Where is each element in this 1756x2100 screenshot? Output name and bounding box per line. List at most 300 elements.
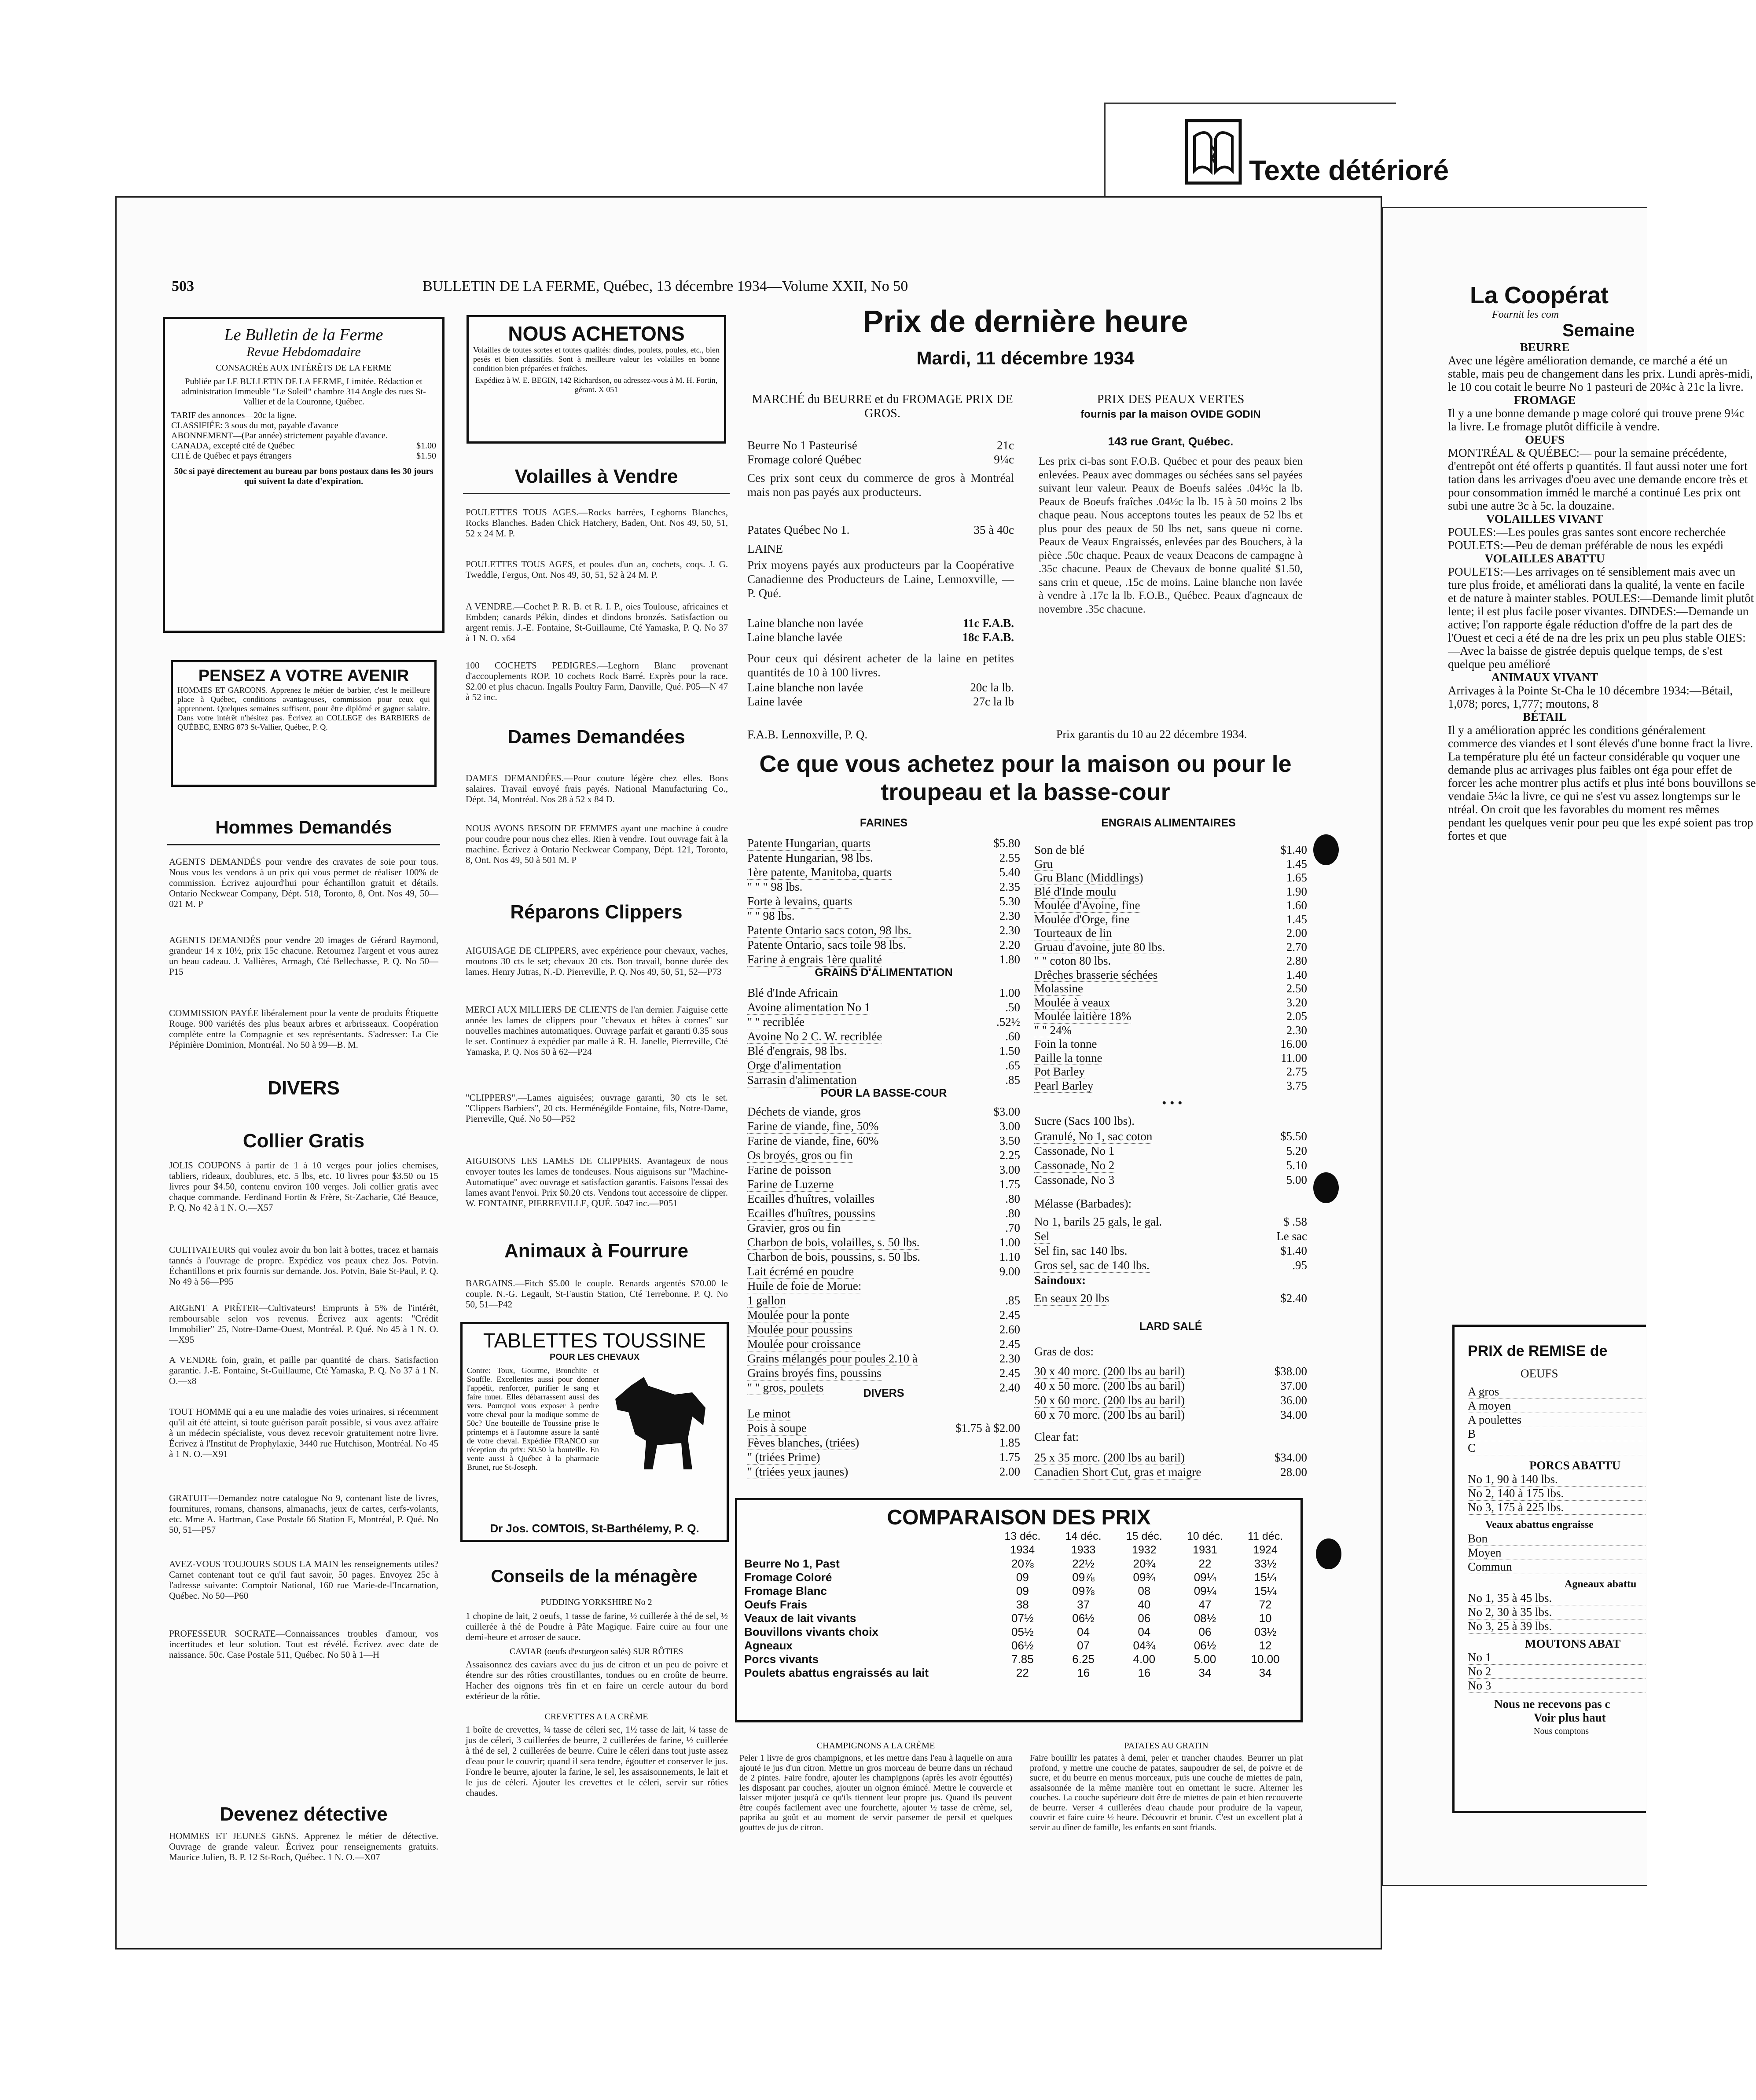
comparison-value: 16 [1077, 1666, 1090, 1679]
price-row [747, 1105, 1020, 1119]
divers-ad-4: A VENDRE foin, grain, et paille par quantité de chars. Satisfaction garantie. J.-E. Fontaine, St-Guillaume, Cté Yamaska, P. Q. No 37 à 1 N. O.—x8 [169, 1355, 438, 1386]
col-date: 14 déc. [1065, 1530, 1102, 1542]
price-label: Forte à levains, quarts [747, 895, 852, 908]
price-label: Sel [1034, 1230, 1050, 1243]
price-label: Canadien Short Cut, gras et maigre [1034, 1465, 1201, 1479]
price-row [747, 851, 1020, 865]
comparison-value: 08½ [1194, 1612, 1216, 1625]
price-label: " " gros, poulets [747, 1381, 824, 1394]
price-label: " " " 98 lbs. [747, 880, 803, 893]
grains-head: GRAINS D'ALIMENTATION [815, 966, 953, 979]
divers-ad-7: AVEZ-VOUS TOUJOURS SOUS LA MAIN les renseignements utiles? Carnet contenant tout ce qu'il faut savoir, 50 pages. Envoyez 25c à l'adresse suivante: Comptoir National, 160 rue Marie-de-l'Incarnation, Québec. No 50—P60 [169, 1559, 438, 1601]
hommes-ad-3: COMMISSION PAYÉE libéralement pour la vente de produits Étiquette Rouge. 900 variétés des plus beaux arbres et arbrisseaux. Coopération complète entre la Compagnie et ses représentants. S'adresser: La Cie Pépinière Dominion, Montréal. No 50 à 99—B. M. [169, 1008, 438, 1050]
comparison-value: 04 [1138, 1625, 1151, 1638]
price-row [1034, 1037, 1307, 1051]
comparison-value: 12 [1259, 1639, 1272, 1652]
comparison-value: 07 [1077, 1639, 1090, 1652]
hommes-title: Hommes Demandés [215, 817, 392, 837]
price-label: Patente Ontario sacs coton, 98 lbs. [747, 924, 911, 937]
fourrure-title: Animaux à Fourrure [504, 1240, 689, 1262]
comparison-value: 34 [1198, 1666, 1212, 1679]
achetons-box-title: NOUS ACHETONS [508, 322, 685, 345]
price-value: Le sac [1276, 1230, 1307, 1243]
price-row [1034, 1024, 1307, 1038]
remise-footer-3: Nous comptons [1534, 1726, 1589, 1736]
price-label: Gruau d'avoine, jute 80 lbs. [1034, 940, 1165, 954]
comparison-label: Veaux de lait vivants [744, 1612, 856, 1625]
price-value: 2.60 [999, 1323, 1020, 1336]
remise-item: C [1468, 1441, 1646, 1455]
canada-label: CANADA, excepté cité de Québec [171, 441, 295, 451]
price-row [1034, 982, 1307, 996]
price-row [747, 1148, 1020, 1163]
masthead-box [163, 317, 445, 633]
price-value: 2.30 [1286, 1023, 1307, 1037]
detective-title: Devenez détective [220, 1803, 388, 1825]
price-value: 35 à 40c [974, 523, 1014, 536]
price-value: 1.45 [1286, 857, 1307, 870]
price-label: 50 x 60 morc. (200 lbs au baril) [1034, 1394, 1185, 1407]
price-value: $1.75 à $2.00 [955, 1421, 1020, 1435]
fourrure-ad: BARGAINS.—Fitch $5.00 le couple. Renards argentés $70.00 le couple. N.-G. Legault, St-Faustin Station, Cté Terrebonne, P. Q. No 50, 51—P42 [466, 1278, 728, 1310]
comparison-year-row [742, 1543, 1295, 1557]
price-value: 3.20 [1286, 995, 1307, 1009]
achetons-box [467, 315, 726, 444]
remise-item: Bon [1468, 1532, 1646, 1546]
remise-title: PRIX de REMISE de [1468, 1343, 1608, 1359]
comparison-row [742, 1625, 1295, 1639]
comparison-value: 20¾ [1133, 1557, 1156, 1570]
price-label: Blé d'Inde moulu [1034, 885, 1117, 898]
comparison-value: 7.85 [1011, 1652, 1034, 1666]
prices-date: Mardi, 11 décembre 1934 [916, 348, 1135, 368]
price-label: Charbon de bois, volailles, s. 50 lbs. [747, 1236, 920, 1249]
price-row [747, 1293, 1020, 1308]
comparison-value: 38 [1016, 1598, 1029, 1611]
comparison-value: 04 [1077, 1625, 1090, 1638]
menagere-title: Conseils de la ménagère [491, 1567, 698, 1586]
price-row [747, 1308, 1020, 1322]
remise-item: No 2 [1468, 1665, 1646, 1679]
comparison-row [742, 1652, 1295, 1666]
remise-item: No 1, 90 à 140 lbs. [1468, 1472, 1646, 1487]
right-semaine: Semaine [1562, 321, 1635, 340]
farines-list [747, 836, 1020, 967]
remise-oeufs-list [1468, 1385, 1646, 1455]
gras-head: Gras de dos: [1034, 1345, 1094, 1358]
price-value: 2.35 [999, 880, 1020, 893]
price-value: 2.50 [1286, 982, 1307, 995]
recipe-bottom-1-title: CHAMPIGNONS A LA CRÈME [816, 1741, 935, 1751]
price-label: Moulée d'Avoine, fine [1034, 899, 1140, 912]
price-value: .65 [1005, 1059, 1020, 1072]
butter-note: Ces prix sont ceux du commerce de gros à Montréal mais non pas payés aux producteurs. [747, 471, 1014, 499]
comparison-value: 6.25 [1072, 1652, 1095, 1666]
right-head: FROMAGE [1514, 393, 1576, 407]
right-subtitle: Fournit les com [1492, 309, 1559, 320]
price-label: Patente Hungarian, 98 lbs. [747, 851, 873, 864]
comparison-value: 22 [1016, 1666, 1029, 1679]
agneaux-list [1468, 1591, 1646, 1634]
recipe-3-title: CREVETTES A LA CRÈME [544, 1712, 648, 1722]
comparison-value: 72 [1259, 1598, 1272, 1611]
page-number: 503 [172, 278, 194, 294]
price-row [1034, 1244, 1307, 1258]
price-value: $ .58 [1283, 1215, 1307, 1228]
price-label: Gros sel, sac de 140 lbs. [1034, 1259, 1150, 1272]
tablettes-box-text: Contre: Toux, Gourme, Bronchite et Souffle. Excellentes aussi pour donner l'appétit, renforcer, purifier le sang et faire muer. Elles débarrassent aussi des vers. Pourquoi vous exposer à perdre votre cheval pour la modique somme de 50c? Une bouteille de Toussine prise le printemps et à l'automne assure la santé de votre cheval. Expédiée FRANCO sur réception du prix: $0.50 la bouteille. En vente aussi à Québec à la pharmacie Brunet, rue St-Joseph. [467, 1366, 599, 1472]
laine-head: LAINE [747, 542, 783, 555]
price-label: Grains mélangés pour poules 2.10 à [747, 1352, 918, 1365]
masthead-box-tarif: TARIF des annonces—20c la ligne. [171, 411, 297, 420]
price-value: 2.45 [999, 1337, 1020, 1351]
gras-list [1034, 1364, 1307, 1422]
price-row [747, 1206, 1020, 1221]
comparison-value: 5.00 [1194, 1652, 1216, 1666]
price-row [747, 1163, 1020, 1177]
comparison-value: 06½ [1011, 1639, 1034, 1652]
peaux-addr: 143 rue Grant, Québec. [1108, 435, 1234, 448]
price-value: $38.00 [1274, 1365, 1307, 1378]
comparison-label: Fromage Blanc [744, 1584, 827, 1597]
price-row [1034, 871, 1307, 885]
laine-list-2 [747, 680, 1014, 709]
achetons-box-text: Volailles de toutes sortes et toutes qualités: dindes, poulets, poules, etc., bien pesés et bien classifiés. Sont à meilleure valeur les volailles en bonne condition bien préparées et fraîches. [473, 345, 720, 373]
prices-title: Prix de dernière heure [863, 304, 1188, 338]
lard-head: LARD SALÉ [1139, 1320, 1202, 1333]
tablettes-box-signature: Dr Jos. COMTOIS, St-Barthélemy, P. Q. [490, 1522, 699, 1535]
price-row [1034, 1465, 1307, 1480]
price-row [1034, 1291, 1307, 1306]
recipe-bottom-1-text: Peler 1 livre de gros champignons, et les mettre dans l'eau à laquelle on aura ajouté le jus d'un citron. Mettre un gros morceau de beurre dans un réchaud de 2 pintes. Faire fondre, ajouter les champignons (après les avoir égouttés) les disposant par couches, ajouter un oignon émincé. Mettre le couvercle et laisser mijoter jusqu'à ce qu'ils tiennent leur propre jus. Quand ils peuvent être coupés facilement avec une fourchette, ajouter ½ tasse de crème, sel, paprika au goût et au moment de servir parsemer de persil et quelques gouttes de jus de citron. [739, 1753, 1012, 1832]
price-row [747, 986, 1020, 1000]
price-label: " (triées yeux jaunes) [747, 1465, 849, 1478]
deteriorated-text-icon [1185, 119, 1242, 185]
price-value: $1.40 [1280, 1244, 1307, 1257]
price-label: Cassonade, No 3 [1034, 1173, 1115, 1186]
grains-list [747, 986, 1020, 1087]
price-value: 2.70 [1286, 940, 1307, 954]
price-row [1034, 1364, 1307, 1379]
avenir-box-title: PENSEZ A VOTRE AVENIR [198, 667, 409, 685]
price-label: Tourteaux de lin [1034, 926, 1112, 940]
price-value: 5.30 [999, 895, 1020, 908]
col-year: 1932 [1131, 1544, 1157, 1556]
price-value: 1.65 [1286, 871, 1307, 884]
price-value: 2.00 [999, 1465, 1020, 1478]
price-label: Beurre No 1 Pasteurisé [747, 439, 857, 452]
price-label: 40 x 50 morc. (200 lbs au baril) [1034, 1379, 1185, 1392]
remise-item: No 2, 30 à 35 lbs. [1468, 1605, 1646, 1619]
right-text: MONTRÉAL & QUÉBEC:— pour la semaine précédente, d'entrepôt ont été offerts p quantités. Il faut aussi noter une fort tation dans les arrivages d'oeu avec une demande encore très et pour consommation imméd le marché a continué Les prix ont subi une autre 3c à 5c. la douzaine. [1448, 446, 1748, 512]
right-head: VOLAILLES ABATTU [1484, 552, 1605, 565]
tablettes-box-subtitle: POUR LES CHEVAUX [549, 1352, 640, 1362]
collier-title: Collier Gratis [242, 1130, 365, 1152]
price-value: .80 [1005, 1192, 1020, 1205]
volailles-ad-3: A VENDRE.—Cochet P. R. B. et R. I. P., oies Toulouse, africaines et Embden; canards Pékin, dindes et dindons bronzés. Satisfaction ou argent remis. J.-E. Fontaine, St-Guillaume, Cté Yamaska, P. Q. No 37 à 1 N. O. x64 [466, 601, 728, 643]
fab-note: F.A.B. Lennoxville, P. Q. [747, 728, 868, 741]
price-value: $1.40 [1280, 843, 1307, 856]
right-title: La Coopérat [1470, 282, 1609, 308]
price-label: " " recriblée [747, 1015, 805, 1028]
right-text: Arrivages à la Pointe St-Cha le 10 décembre 1934:—Bétail, 1,078; porcs, 1,777; moutons, 8 [1448, 684, 1733, 710]
price-value: 2.40 [999, 1381, 1020, 1394]
laine-note: Prix moyens payés aux producteurs par la Coopérative Canadienne des Producteurs de Laine, Lennoxville, —P. Qué. [747, 558, 1014, 600]
veaux-list [1468, 1532, 1646, 1574]
price-value [1016, 1406, 1020, 1421]
price-label: " " coton 80 lbs. [1034, 954, 1111, 967]
recipe-2-title: CAVIAR (oeufs d'esturgeon salés) SUR RÔTIES [509, 1647, 683, 1656]
price-row [747, 1406, 1020, 1421]
volailles-title: Volailles à Vendre [514, 466, 678, 487]
comparison-value: 20⅞ [1011, 1557, 1034, 1570]
comparison-value: 06 [1138, 1612, 1151, 1625]
price-label: 30 x 40 morc. (200 lbs au baril) [1034, 1365, 1185, 1378]
porcs-list [1468, 1472, 1646, 1515]
right-head: BÉTAIL [1522, 710, 1567, 723]
clippers-ad-2: MERCI AUX MILLIERS DE CLIENTS de l'an dernier. J'aiguise cette année les lames de clippers pour "chevaux et bêtes à cornes" sur nouvelles machines automatiques. Ouvrage parfait et garanti 0.35 sous le set. Continuez à expédier par malle à R. H. Janelle, Pierreville, Cté Yamaska, P. Q. Nos 50 à 62—P24 [466, 1004, 728, 1057]
canada-price: $1.00 [416, 441, 436, 451]
price-label: Le minot [747, 1407, 791, 1420]
price-value: 1.45 [1286, 912, 1307, 926]
remise-footer-1: Nous ne recevons pas c [1494, 1697, 1610, 1711]
masthead-box-title: Le Bulletin de la Ferme [224, 326, 383, 344]
price-row [747, 616, 1014, 630]
comparison-value: 06½ [1194, 1639, 1216, 1652]
comparison-value: 4.00 [1133, 1652, 1156, 1666]
price-label: Moulée pour poussins [747, 1323, 852, 1336]
right-text: Avec une légère amélioration demande, ce marché a été un stable, mais peu de changement dans les prix. Lundi après-midi, le 10 cou cotait le beurre No 1 pasteuri de 20¾c à 21c la livre. [1448, 354, 1753, 393]
right-text: POULES:—Les poules gras santes sont encore recherchée POULETS:—Peu de deman préférable de nous les expédi [1448, 525, 1726, 552]
price-label: 25 x 35 morc. (200 lbs au baril) [1034, 1451, 1185, 1464]
price-value: 9¼c [994, 453, 1014, 466]
price-row [747, 1029, 1020, 1044]
price-row [747, 836, 1020, 851]
price-label: 60 x 70 morc. (200 lbs au baril) [1034, 1408, 1185, 1421]
laine-list [747, 616, 1014, 644]
price-value: 5.10 [1286, 1159, 1307, 1172]
remise-oeufs-head: OEUFS [1521, 1367, 1558, 1380]
price-value: .85 [1005, 1294, 1020, 1307]
price-value: 1.90 [1286, 885, 1307, 898]
price-row [747, 452, 1014, 466]
price-value: 5.20 [1286, 1144, 1307, 1157]
price-label: Fromage coloré Québec [747, 453, 862, 466]
comparison-row [742, 1666, 1295, 1680]
comparison-value: 09¼ [1194, 1571, 1216, 1584]
price-label: Os broyés, gros ou fin [747, 1149, 853, 1162]
price-label: " (triées Prime) [747, 1450, 820, 1464]
comparison-value: 40 [1138, 1598, 1151, 1611]
right-head: ANIMAUX VIVANT [1491, 671, 1598, 684]
price-label: Patente Ontario, sacs toile 98 lbs. [747, 938, 906, 951]
col-date: 10 déc. [1187, 1530, 1223, 1542]
price-row [1034, 940, 1307, 955]
masthead-box-footer: 50c si payé directement au bureau par bons postaux dans les 30 jours qui suivent la date d'expiration. [174, 466, 433, 486]
comparison-label: Agneaux [744, 1639, 793, 1652]
comparison-label: Beurre No 1, Past [744, 1557, 840, 1570]
price-value: 2.55 [999, 851, 1020, 864]
tablettes-box [460, 1322, 729, 1542]
comparison-title: COMPARAISON DES PRIX [887, 1506, 1151, 1529]
price-label: Farine de poisson [747, 1163, 831, 1176]
comparison-row [742, 1639, 1295, 1652]
right-text: Il y a amélioration appréc les conditions généralement commerce des viandes et l sont élevés d'une bonne fract la livre. La température plu été un facteur considérable qu voquer une demande plus ac arrivages plus faibles ont éga pour effet de forcer les ache montrer plus actifs et plus inté bons bouvillons se vendaie 5¼c la livre, ce qui ne s'est vu assez longtemps sur le ntréal. On croit que les favorables du moment res mêmes pendant les quelques venir pour peu que les expé soient pas trop fortes et que [1448, 723, 1756, 842]
remise-item: No 1 [1468, 1651, 1646, 1665]
comparison-value: 06½ [1072, 1612, 1095, 1625]
comparison-row [742, 1612, 1295, 1625]
price-row [747, 1073, 1020, 1087]
comparison-box [735, 1498, 1303, 1722]
price-label: Drêches brasserie séchées [1034, 968, 1158, 981]
price-value: 1.80 [999, 953, 1020, 966]
moutons-head: MOUTONS ABAT [1525, 1637, 1621, 1650]
clear-list [1034, 1450, 1307, 1480]
recipe-bottom-2-title: PATATES AU GRATIN [1124, 1741, 1209, 1751]
binder-hole [1316, 1538, 1341, 1569]
price-value: 21c [997, 439, 1014, 452]
col-year: 1933 [1071, 1544, 1096, 1556]
price-row [1034, 1379, 1307, 1393]
price-value: 18c F.A.B. [962, 631, 1014, 644]
price-label: Blé d'engrais, 98 lbs. [747, 1044, 847, 1057]
binder-hole [1313, 834, 1339, 865]
right-head: OEUFS [1525, 433, 1565, 446]
comparison-value: 22 [1198, 1557, 1212, 1570]
price-row [747, 1264, 1020, 1279]
price-label: Paille la tonne [1034, 1051, 1102, 1065]
price-row [747, 523, 1014, 537]
farines-head: FARINES [860, 817, 908, 829]
price-label: Moulée pour croissance [747, 1337, 861, 1351]
binder-hole [1313, 1172, 1339, 1203]
price-value: 1.75 [999, 1450, 1020, 1464]
volailles-ad-1: POULETTES TOUS AGES.—Rocks barrées, Leghorns Blanches, Rocks Blanches. Baden Chick Hatchery, Baden, Ont. Nos 49, 50, 51, 52 x 24 M. P. [466, 507, 728, 539]
price-value: 2.45 [999, 1366, 1020, 1380]
price-value: 9.00 [999, 1265, 1020, 1278]
comparison-label: Bouvillons vivants choix [744, 1625, 878, 1638]
price-value: .50 [1005, 1001, 1020, 1014]
masthead-box-subtitle: Revue Hebdomadaire [246, 345, 361, 359]
comparison-value: 15¼ [1254, 1571, 1277, 1584]
comparison-row [742, 1584, 1295, 1598]
masthead-box-text: Publiée par LE BULLETIN DE LA FERME, Limitée. Rédaction et administration Immeuble "Le Soleil" chambre 314 Angle des rues St-Vallier et de la Couronne, Québec. [181, 377, 426, 407]
price-row [747, 1044, 1020, 1058]
price-row [747, 1337, 1020, 1351]
recipe-1-title: PUDDING YORKSHIRE No 2 [540, 1597, 652, 1607]
remise-box [1452, 1325, 1646, 1813]
hommes-ad-1: AGENTS DEMANDÉS pour vendre des cravates de soie pour tous. Nous vous les vendons à un prix qui vous permet de réaliser 100% de commission. Écrivez aujourd'hui pour échantillon gratuit et détails. Ontario Neckwear Company, Dépt. 518, Toronto, 8, Ont. Nos 49, 50—021 M. P [169, 856, 438, 909]
dames-ad-1: DAMES DEMANDÉES.—Pour couture légère chez elles. Bons salaires. Travail envoyé frais payés. National Manufacturing Co., Dépt. 34, Montréal. Nos 28 à 52 x 84 D. [466, 773, 728, 804]
divers-ad-2: CULTIVATEURS qui voulez avoir du bon lait à bottes, tracez et harnais tannés à l'ouvrage de propre. Expédiez vos peaux chez Jos. Potvin. Échantillons et prix fournis sur demande. Jos. Potvin, Baie St-Paul, P. Q. No 49 à 56—P95 [169, 1245, 438, 1287]
rule [167, 844, 440, 845]
divers-head: DIVERS [863, 1387, 904, 1399]
price-row [1034, 899, 1307, 913]
price-label: Déchets de viande, gros [747, 1105, 861, 1118]
price-label: Pot Barley [1034, 1065, 1085, 1078]
price-value: 1.40 [1286, 968, 1307, 981]
col-date: 11 déc. [1247, 1530, 1283, 1542]
melasse-head: Mélasse (Barbades): [1034, 1197, 1132, 1210]
remise-item: No 3, 25 à 39 lbs. [1468, 1619, 1646, 1634]
basse-head: POUR LA BASSE-COUR [820, 1087, 947, 1099]
price-label: Ecailles d'huîtres, poussins [747, 1207, 875, 1220]
price-row [747, 1134, 1020, 1148]
volailles-ad-2: POULETTES TOUS AGES, et poules d'un an, cochets, coqs. J. G. Tweddle, Fergus, Ont. Nos 49, 50, 51, 52 à 24 M. P. [466, 559, 728, 580]
recipe-3-text: 1 boîte de crevettes, ¾ tasse de céleri sec, 1½ tasse de lait, ¼ tasse de jus de céleri, 3 cuillerées de beurre, 2 cuillerées de farine, ½ cuillerée à thé de sel, 2 cuillerées de beurre. Cuire le céleri dans tout juste assez d'eau pour le couvrir; quand il sera tendre, égoutter et conserver le jus. Fondre le beurre, ajouter la farine, le sel, les assaisonnements, le lait et le jus de céleri. Ajouter les crevettes et le céleri, servir sur rôties chaudes. [466, 1724, 728, 1798]
butter-head: MARCHÉ du BEURRE et du FROMAGE PRIX DE GROS. [752, 393, 1013, 420]
comparison-value: 06 [1198, 1625, 1212, 1638]
remise-item: No 2, 140 à 175 lbs. [1468, 1487, 1646, 1501]
canada-price-row [171, 441, 436, 451]
price-value: .95 [1292, 1259, 1307, 1272]
price-value: $34.00 [1274, 1451, 1307, 1464]
hommes-ad-2: AGENTS DEMANDÉS pour vendre 20 images de Gérard Raymond, grandeur 14 x 10½, prix 15c chacune. Retournez l'argent et vous aurez un beau cadeau. J. Vallières, Armagh, Cté Bellechasse, P. Q. No 50—P15 [169, 935, 438, 977]
price-row [747, 880, 1020, 894]
porcs-head: PORCS ABATTU [1529, 1459, 1621, 1472]
price-value: 5.40 [999, 866, 1020, 879]
price-row [747, 680, 1014, 694]
price-label: Cassonade, No 2 [1034, 1159, 1115, 1172]
price-value: $5.50 [1280, 1130, 1307, 1143]
price-value: 20c la lb. [970, 681, 1014, 694]
price-value: 11c F.A.B. [962, 617, 1014, 630]
price-row [1034, 1408, 1307, 1422]
price-label: Orge d'alimentation [747, 1059, 841, 1072]
saindoux-list [1034, 1291, 1307, 1306]
price-value [1016, 1279, 1020, 1293]
comparison-row [742, 1598, 1295, 1612]
price-label: Blé d'Inde Africain [747, 986, 838, 999]
price-value: 2.30 [999, 924, 1020, 937]
price-row [747, 1279, 1020, 1293]
right-head: VOLAILLES VIVANT [1486, 512, 1604, 525]
price-value: 2.00 [1286, 926, 1307, 940]
price-label: Patates Québec No 1. [747, 523, 850, 536]
comparison-value: 08 [1138, 1584, 1151, 1597]
comparison-label: Porcs vivants [744, 1652, 819, 1666]
divers-ad-1: JOLIS COUPONS à partir de 1 à 10 verges pour jolies chemises, tabliers, rideaux, doublures, etc. 5 lbs, etc. 10 livres pour $3.50 ou 15 livres pour $4.50, contenu environ 100 verges. Joli collier gratis avec chaque commande. Ferdinand Fortin & Frère, St-Zacharie, Cté Beauce, P. Q. No 42 à 1 N. O.—X57 [169, 1160, 438, 1213]
remise-item: A moyen [1468, 1399, 1646, 1413]
price-label: Sarrasin d'alimentation [747, 1073, 857, 1087]
price-value: 1.85 [999, 1436, 1020, 1449]
comparison-value: 05½ [1011, 1625, 1034, 1638]
price-row [1034, 885, 1307, 899]
comparison-label: Poulets abattus engraissés au lait [744, 1666, 929, 1679]
price-label: Moulée laitière 18% [1034, 1010, 1131, 1023]
comparison-label: Oeufs Frais [744, 1598, 808, 1611]
price-label: Gru [1034, 857, 1053, 870]
price-value: 1.60 [1286, 899, 1307, 912]
engrais-list [1034, 843, 1307, 1093]
price-row [1034, 1215, 1307, 1229]
price-value: 36.00 [1280, 1394, 1307, 1407]
butter-list [747, 438, 1014, 466]
price-row [747, 438, 1014, 452]
price-value: 2.30 [999, 1352, 1020, 1365]
price-row [747, 1421, 1020, 1435]
clippers-title: Réparons Clippers [510, 901, 683, 923]
comparison-row [742, 1557, 1295, 1571]
price-value: .52½ [996, 1015, 1020, 1028]
price-value: 1.75 [999, 1178, 1020, 1191]
saindoux-head: Saindoux: [1034, 1274, 1086, 1287]
masthead: BULLETIN DE LA FERME, Québec, 13 décembre 1934—Volume XXII, No 50 [422, 278, 908, 294]
price-label: Huile de foie de Morue: [747, 1279, 862, 1292]
comparison-value: 22½ [1072, 1557, 1095, 1570]
price-label: Charbon de bois, poussins, s. 50 lbs. [747, 1250, 921, 1263]
divers-ad-6: GRATUIT—Demandez notre catalogue No 9, contenant liste de livres, fournitures, romans, chansons, almanachs, jeux de cartes, cerfs-volants, etc. Mme A. Hartman, Case Postale 66 Station E, Montréal, P. Qué. No 50, 51—P57 [169, 1493, 438, 1535]
